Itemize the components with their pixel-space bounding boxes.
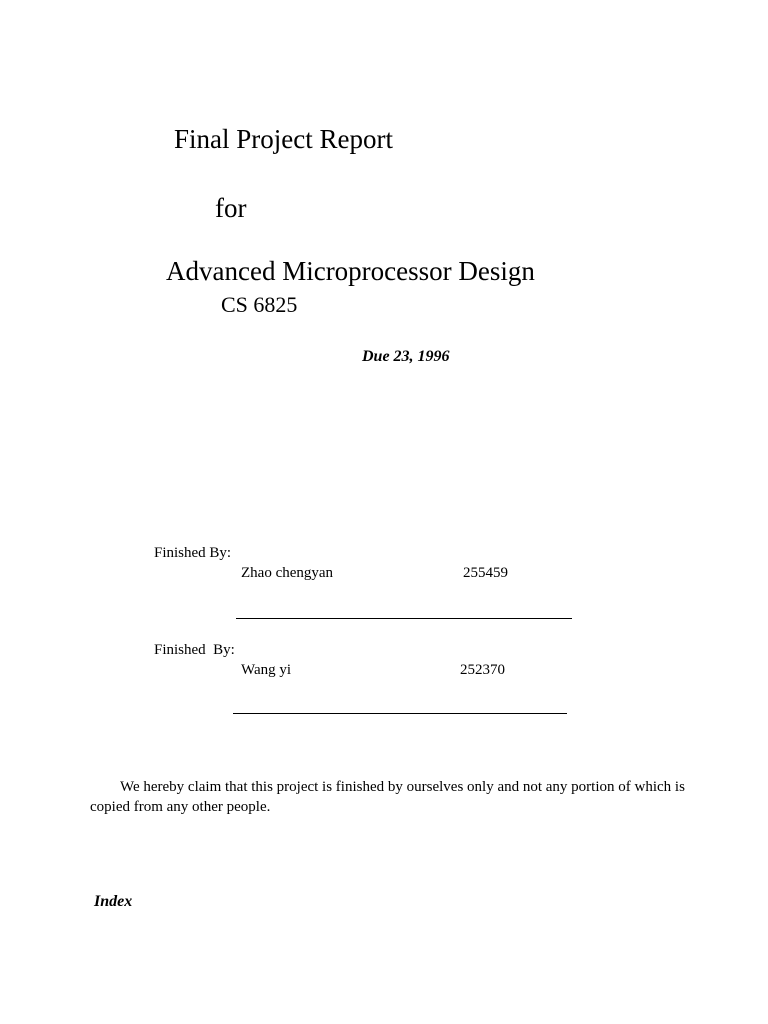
signer-1-id: 255459	[463, 565, 508, 581]
course-name: Advanced Microprocessor Design	[166, 256, 535, 286]
signer-1-label: Finished By:	[154, 545, 232, 561]
index-heading: Index	[94, 893, 133, 910]
course-code: CS 6825	[221, 292, 298, 317]
signer-2-name: Wang yi	[241, 662, 292, 678]
signer-1-name: Zhao chengyan	[241, 565, 334, 581]
signer-2-id: 252370	[460, 662, 505, 678]
for-word: for	[215, 193, 247, 223]
signer-2-signature-line	[233, 713, 567, 714]
signer-1-signature-line	[236, 618, 572, 619]
report-title: Final Project Report	[174, 124, 393, 154]
signer-2-label: Finished By:	[154, 642, 235, 658]
claim-paragraph: We hereby claim that this project is finished by ourselves only and not any portion of which is copied from any other people.	[90, 779, 685, 815]
due-date: Due 23, 1996	[362, 348, 450, 365]
